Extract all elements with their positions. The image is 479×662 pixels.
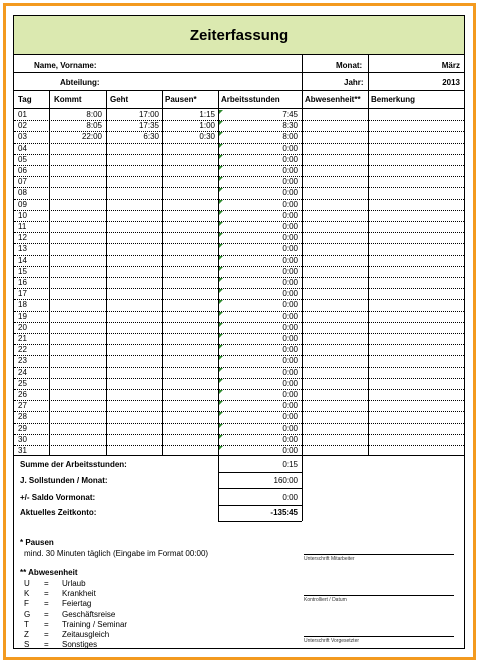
formula-marker-icon (219, 345, 223, 349)
formula-marker-icon (219, 188, 223, 192)
cell-arbeitsstunden[interactable]: 0:00 (282, 244, 298, 254)
cell-kommt[interactable] (51, 311, 102, 322)
formula-marker-icon (219, 379, 223, 383)
jahr-value: 2013 (442, 78, 460, 87)
cell-geht[interactable] (108, 210, 159, 221)
cell-geht[interactable] (108, 288, 159, 299)
formula-marker-icon (219, 121, 223, 125)
cell-geht[interactable] (108, 400, 159, 411)
cell-tag[interactable]: 15 (18, 266, 27, 276)
cell-tag[interactable]: 12 (18, 233, 27, 243)
abwesenheit-text: Sonstiges (62, 640, 98, 650)
cell-tag[interactable]: 10 (18, 210, 27, 220)
cell-geht[interactable]: 6:30 (143, 132, 159, 142)
cell-kommt[interactable] (51, 143, 102, 154)
cell-geht[interactable] (108, 199, 159, 210)
abwesenheit-code: K (24, 589, 30, 599)
cell-pausen[interactable] (164, 333, 215, 344)
cell-tag[interactable]: 29 (18, 423, 27, 433)
divider (218, 505, 302, 506)
cell-geht[interactable] (108, 176, 159, 187)
formula-marker-icon (219, 356, 223, 360)
cell-pausen[interactable] (164, 221, 215, 232)
cell-tag[interactable]: 17 (18, 289, 27, 299)
abwesenheit-text: Training / Seminar (62, 619, 128, 629)
cell-arbeitsstunden[interactable]: 0:00 (282, 345, 298, 355)
divider (14, 72, 464, 73)
cell-geht[interactable] (108, 434, 159, 445)
summary-value: -135:45 (270, 508, 298, 517)
cell-pausen[interactable] (164, 378, 215, 389)
cell-arbeitsstunden[interactable]: 0:00 (282, 289, 298, 299)
cell-tag[interactable]: 19 (18, 311, 27, 321)
cell-tag[interactable]: 21 (18, 334, 27, 343)
cell-tag[interactable]: 25 (18, 378, 27, 388)
cell-arbeitsstunden[interactable]: 0:00 (282, 177, 298, 187)
cell-pausen[interactable] (164, 288, 215, 299)
name-label: Name, Vorname: (34, 61, 97, 70)
cell-arbeitsstunden[interactable]: 8:00 (282, 132, 298, 142)
abwesenheit-eq: = (44, 589, 49, 599)
abwesenheit-text: Urlaub (62, 579, 86, 588)
cell-tag[interactable]: 03 (18, 132, 27, 142)
cell-geht[interactable] (108, 243, 159, 254)
cell-geht[interactable] (108, 187, 159, 198)
formula-marker-icon (219, 312, 223, 316)
cell-arbeitsstunden[interactable]: 0:00 (282, 322, 298, 332)
cell-arbeitsstunden[interactable]: 0:00 (282, 300, 298, 310)
formula-marker-icon (219, 289, 223, 293)
summary-label: J. Sollstunden / Monat: (20, 476, 108, 485)
summary-label: +/- Saldo Vormonat: (20, 493, 96, 502)
cell-pausen[interactable] (164, 232, 215, 243)
formula-marker-icon (219, 267, 223, 271)
cell-tag[interactable]: 06 (18, 166, 27, 175)
cell-geht[interactable] (108, 232, 159, 243)
cell-geht[interactable] (108, 355, 159, 366)
divider (218, 488, 302, 489)
cell-pausen[interactable] (164, 199, 215, 210)
cell-kommt[interactable] (51, 299, 102, 310)
timesheet (13, 15, 465, 649)
cell-kommt[interactable] (51, 199, 102, 210)
divider (368, 54, 369, 90)
cell-tag[interactable]: 01 (18, 110, 27, 119)
cell-geht[interactable] (108, 344, 159, 355)
abwesenheit-code: U (24, 579, 30, 588)
formula-marker-icon (219, 166, 223, 170)
summary-label: Aktuelles Zeitkonto: (20, 508, 97, 517)
cell-geht[interactable] (108, 277, 159, 288)
cell-geht[interactable] (108, 299, 159, 310)
cell-arbeitsstunden[interactable]: 0:00 (282, 356, 298, 366)
cell-pausen[interactable] (164, 266, 215, 277)
abwesenheit-title: ** Abwesenheit (20, 568, 78, 577)
abwesenheit-code: S (24, 640, 30, 650)
abteilung-label: Abteilung: (60, 78, 100, 87)
formula-marker-icon (219, 155, 223, 159)
cell-geht[interactable] (108, 266, 159, 277)
cell-pausen[interactable] (164, 411, 215, 422)
cell-pausen[interactable] (164, 355, 215, 366)
cell-arbeitsstunden[interactable]: 0:00 (282, 222, 298, 231)
abwesenheit-eq: = (44, 599, 49, 609)
col-header-tag: Tag (18, 95, 32, 104)
cell-arbeitsstunden[interactable]: 0:00 (282, 199, 298, 209)
monat-label: Monat: (336, 61, 363, 70)
cell-arbeitsstunden[interactable]: 7:45 (282, 110, 298, 119)
cell-pausen[interactable] (164, 154, 215, 165)
cell-kommt[interactable] (51, 400, 102, 411)
abwesenheit-code: F (24, 599, 29, 609)
cell-kommt[interactable] (51, 154, 102, 165)
page-title: Zeiterfassung (14, 16, 464, 55)
formula-marker-icon (219, 132, 223, 136)
cell-arbeitsstunden[interactable]: 0:00 (282, 210, 298, 220)
signature-line: Unterschrift Mitarbeiter (304, 554, 454, 562)
cell-arbeitsstunden[interactable]: 8:30 (282, 121, 298, 131)
cell-kommt[interactable] (51, 389, 102, 400)
formula-marker-icon (219, 110, 223, 114)
cell-pausen[interactable]: 0:30 (199, 132, 215, 142)
formula-marker-icon (219, 177, 223, 181)
formula-marker-icon (219, 256, 223, 260)
col-header-abwesenheit: Abwesenheit** (305, 95, 361, 104)
abwesenheit-eq: = (44, 579, 49, 588)
abwesenheit-text: Krankheit (62, 589, 96, 599)
formula-marker-icon (219, 278, 223, 282)
col-header-bemerkung: Bemerkung (371, 95, 416, 104)
signature-line: Kontrolliert / Datum (304, 595, 454, 603)
formula-marker-icon (219, 244, 223, 248)
cell-arbeitsstunden[interactable]: 0:00 (282, 166, 298, 175)
cell-pausen[interactable] (164, 434, 215, 445)
formula-marker-icon (219, 222, 223, 226)
col-header-pausen: Pausen* (165, 95, 197, 104)
abwesenheit-code: Z (24, 630, 29, 639)
summary-value: 160:00 (273, 476, 298, 485)
pausen-title: * Pausen (20, 538, 54, 547)
abwesenheit-text: Zeitausgleich (62, 630, 110, 639)
cell-pausen[interactable] (164, 344, 215, 355)
formula-marker-icon (219, 435, 223, 439)
cell-arbeitsstunden[interactable]: 0:00 (282, 255, 298, 265)
cell-kommt[interactable] (51, 255, 102, 266)
cell-pausen[interactable] (164, 322, 215, 333)
cell-tag[interactable]: 05 (18, 154, 27, 164)
cell-pausen[interactable] (164, 423, 215, 434)
summary-label: Summe der Arbeitsstunden: (20, 460, 127, 469)
cell-kommt[interactable] (51, 243, 102, 254)
summary-value: 0:00 (282, 493, 298, 502)
cell-pausen[interactable] (164, 367, 215, 378)
cell-tag[interactable]: 14 (18, 255, 27, 265)
cell-geht[interactable] (108, 378, 159, 389)
divider (14, 455, 464, 456)
divider (218, 455, 219, 521)
cell-kommt[interactable] (51, 411, 102, 422)
formula-marker-icon (219, 424, 223, 428)
cell-kommt[interactable] (51, 232, 102, 243)
cell-arbeitsstunden[interactable]: 0:00 (282, 401, 298, 411)
cell-tag[interactable]: 02 (18, 121, 27, 131)
cell-pausen[interactable] (164, 165, 215, 176)
cell-arbeitsstunden[interactable]: 0:00 (282, 334, 298, 343)
signature-line: Unterschrift Vorgesetzter (304, 636, 454, 644)
cell-tag[interactable]: 26 (18, 390, 27, 399)
cell-tag[interactable]: 16 (18, 278, 27, 287)
cell-tag[interactable]: 24 (18, 367, 27, 377)
formula-marker-icon (219, 200, 223, 204)
formula-marker-icon (219, 300, 223, 304)
cell-arbeitsstunden[interactable]: 0:00 (282, 143, 298, 153)
formula-marker-icon (219, 334, 223, 338)
cell-kommt[interactable] (51, 355, 102, 366)
divider (218, 472, 302, 473)
cell-geht[interactable] (108, 143, 159, 154)
formula-marker-icon (219, 412, 223, 416)
cell-geht[interactable] (108, 367, 159, 378)
formula-marker-icon (219, 144, 223, 148)
cell-tag[interactable]: 08 (18, 188, 27, 198)
cell-kommt[interactable] (51, 434, 102, 445)
cell-kommt[interactable] (51, 221, 102, 232)
cell-pausen[interactable] (164, 400, 215, 411)
cell-kommt[interactable] (51, 344, 102, 355)
cell-tag[interactable]: 09 (18, 199, 27, 209)
cell-arbeitsstunden[interactable]: 0:00 (282, 434, 298, 444)
cell-geht[interactable] (108, 311, 159, 322)
formula-marker-icon (219, 323, 223, 327)
cell-geht[interactable]: 17:35 (138, 121, 159, 131)
formula-marker-icon (219, 368, 223, 372)
cell-kommt[interactable]: 8:00 (86, 110, 102, 119)
formula-marker-icon (219, 233, 223, 237)
cell-tag[interactable]: 31 (18, 446, 27, 455)
cell-arbeitsstunden[interactable]: 0:00 (282, 423, 298, 433)
cell-tag[interactable]: 18 (18, 300, 27, 310)
pausen-text: mind. 30 Minuten täglich (Eingabe im Format 00:00) (24, 549, 209, 558)
cell-geht[interactable] (108, 154, 159, 165)
cell-pausen[interactable] (164, 176, 215, 187)
cell-kommt[interactable] (51, 367, 102, 378)
cell-pausen[interactable] (164, 187, 215, 198)
abwesenheit-code: G (24, 609, 31, 619)
cell-kommt[interactable]: 8:05 (86, 121, 102, 131)
summary-value: 0:15 (282, 460, 298, 469)
cell-geht[interactable] (108, 333, 159, 344)
abwesenheit-code: T (24, 619, 29, 629)
cell-arbeitsstunden[interactable]: 0:00 (282, 311, 298, 321)
col-header-geht: Geht (110, 95, 129, 104)
cell-arbeitsstunden[interactable]: 0:00 (282, 446, 298, 455)
cell-geht[interactable] (108, 322, 159, 333)
cell-arbeitsstunden[interactable]: 0:00 (282, 188, 298, 198)
abwesenheit-eq: = (44, 640, 49, 650)
cell-geht[interactable] (108, 221, 159, 232)
cell-arbeitsstunden[interactable]: 0:00 (282, 390, 298, 399)
cell-arbeitsstunden[interactable]: 0:00 (282, 378, 298, 388)
cell-tag[interactable]: 07 (18, 177, 27, 187)
cell-arbeitsstunden[interactable]: 0:00 (282, 233, 298, 243)
cell-kommt[interactable] (51, 187, 102, 198)
divider (218, 521, 302, 522)
abwesenheit-text: Feiertag (62, 599, 92, 609)
cell-kommt[interactable] (51, 176, 102, 187)
divider (302, 54, 303, 90)
cell-pausen[interactable] (164, 389, 215, 400)
cell-geht[interactable] (108, 165, 159, 176)
cell-kommt[interactable] (51, 165, 102, 176)
cell-kommt[interactable] (51, 277, 102, 288)
cell-pausen[interactable] (164, 255, 215, 266)
cell-geht[interactable] (108, 389, 159, 400)
abwesenheit-eq: = (44, 619, 49, 629)
cell-tag[interactable]: 11 (18, 222, 27, 231)
formula-marker-icon (219, 211, 223, 215)
cell-pausen[interactable] (164, 243, 215, 254)
divider (302, 455, 303, 521)
cell-pausen[interactable] (164, 143, 215, 154)
col-header-kommt: Kommt (54, 95, 82, 104)
cell-tag[interactable]: 27 (18, 401, 27, 411)
abwesenheit-eq: = (44, 609, 49, 619)
cell-kommt[interactable] (51, 423, 102, 434)
cell-pausen[interactable]: 1:00 (199, 121, 215, 131)
cell-geht[interactable]: 17:00 (138, 110, 159, 119)
cell-tag[interactable]: 13 (18, 244, 27, 254)
abwesenheit-eq: = (44, 630, 49, 639)
cell-kommt[interactable] (51, 322, 102, 333)
cell-kommt[interactable] (51, 378, 102, 389)
cell-geht[interactable] (108, 411, 159, 422)
cell-kommt[interactable] (51, 288, 102, 299)
cell-kommt[interactable] (51, 266, 102, 277)
formula-marker-icon (219, 446, 223, 450)
cell-kommt[interactable] (51, 333, 102, 344)
cell-tag[interactable]: 30 (18, 434, 27, 444)
cell-kommt[interactable] (51, 210, 102, 221)
cell-tag[interactable]: 04 (18, 143, 27, 153)
cell-arbeitsstunden[interactable]: 0:00 (282, 278, 298, 287)
formula-marker-icon (219, 401, 223, 405)
page-frame (3, 3, 476, 660)
formula-marker-icon (219, 390, 223, 394)
divider (14, 90, 464, 91)
cell-tag[interactable]: 22 (18, 345, 27, 355)
monat-value: März (441, 61, 460, 70)
cell-tag[interactable]: 20 (18, 322, 27, 332)
cell-arbeitsstunden[interactable]: 0:00 (282, 367, 298, 377)
cell-arbeitsstunden[interactable]: 0:00 (282, 412, 298, 422)
cell-pausen[interactable] (164, 299, 215, 310)
abwesenheit-text: Geschäftsreise (62, 609, 116, 619)
cell-tag[interactable]: 28 (18, 412, 27, 422)
cell-pausen[interactable]: 1:15 (199, 110, 215, 119)
cell-geht[interactable] (108, 255, 159, 266)
col-header-arbeitsstunden: Arbeitsstunden (221, 95, 280, 104)
cell-pausen[interactable] (164, 277, 215, 288)
cell-arbeitsstunden[interactable]: 0:00 (282, 154, 298, 164)
cell-arbeitsstunden[interactable]: 0:00 (282, 266, 298, 276)
cell-geht[interactable] (108, 423, 159, 434)
cell-kommt[interactable]: 22:00 (81, 132, 102, 142)
cell-tag[interactable]: 23 (18, 356, 27, 366)
cell-pausen[interactable] (164, 311, 215, 322)
cell-pausen[interactable] (164, 210, 215, 221)
jahr-label: Jahr: (344, 78, 364, 87)
